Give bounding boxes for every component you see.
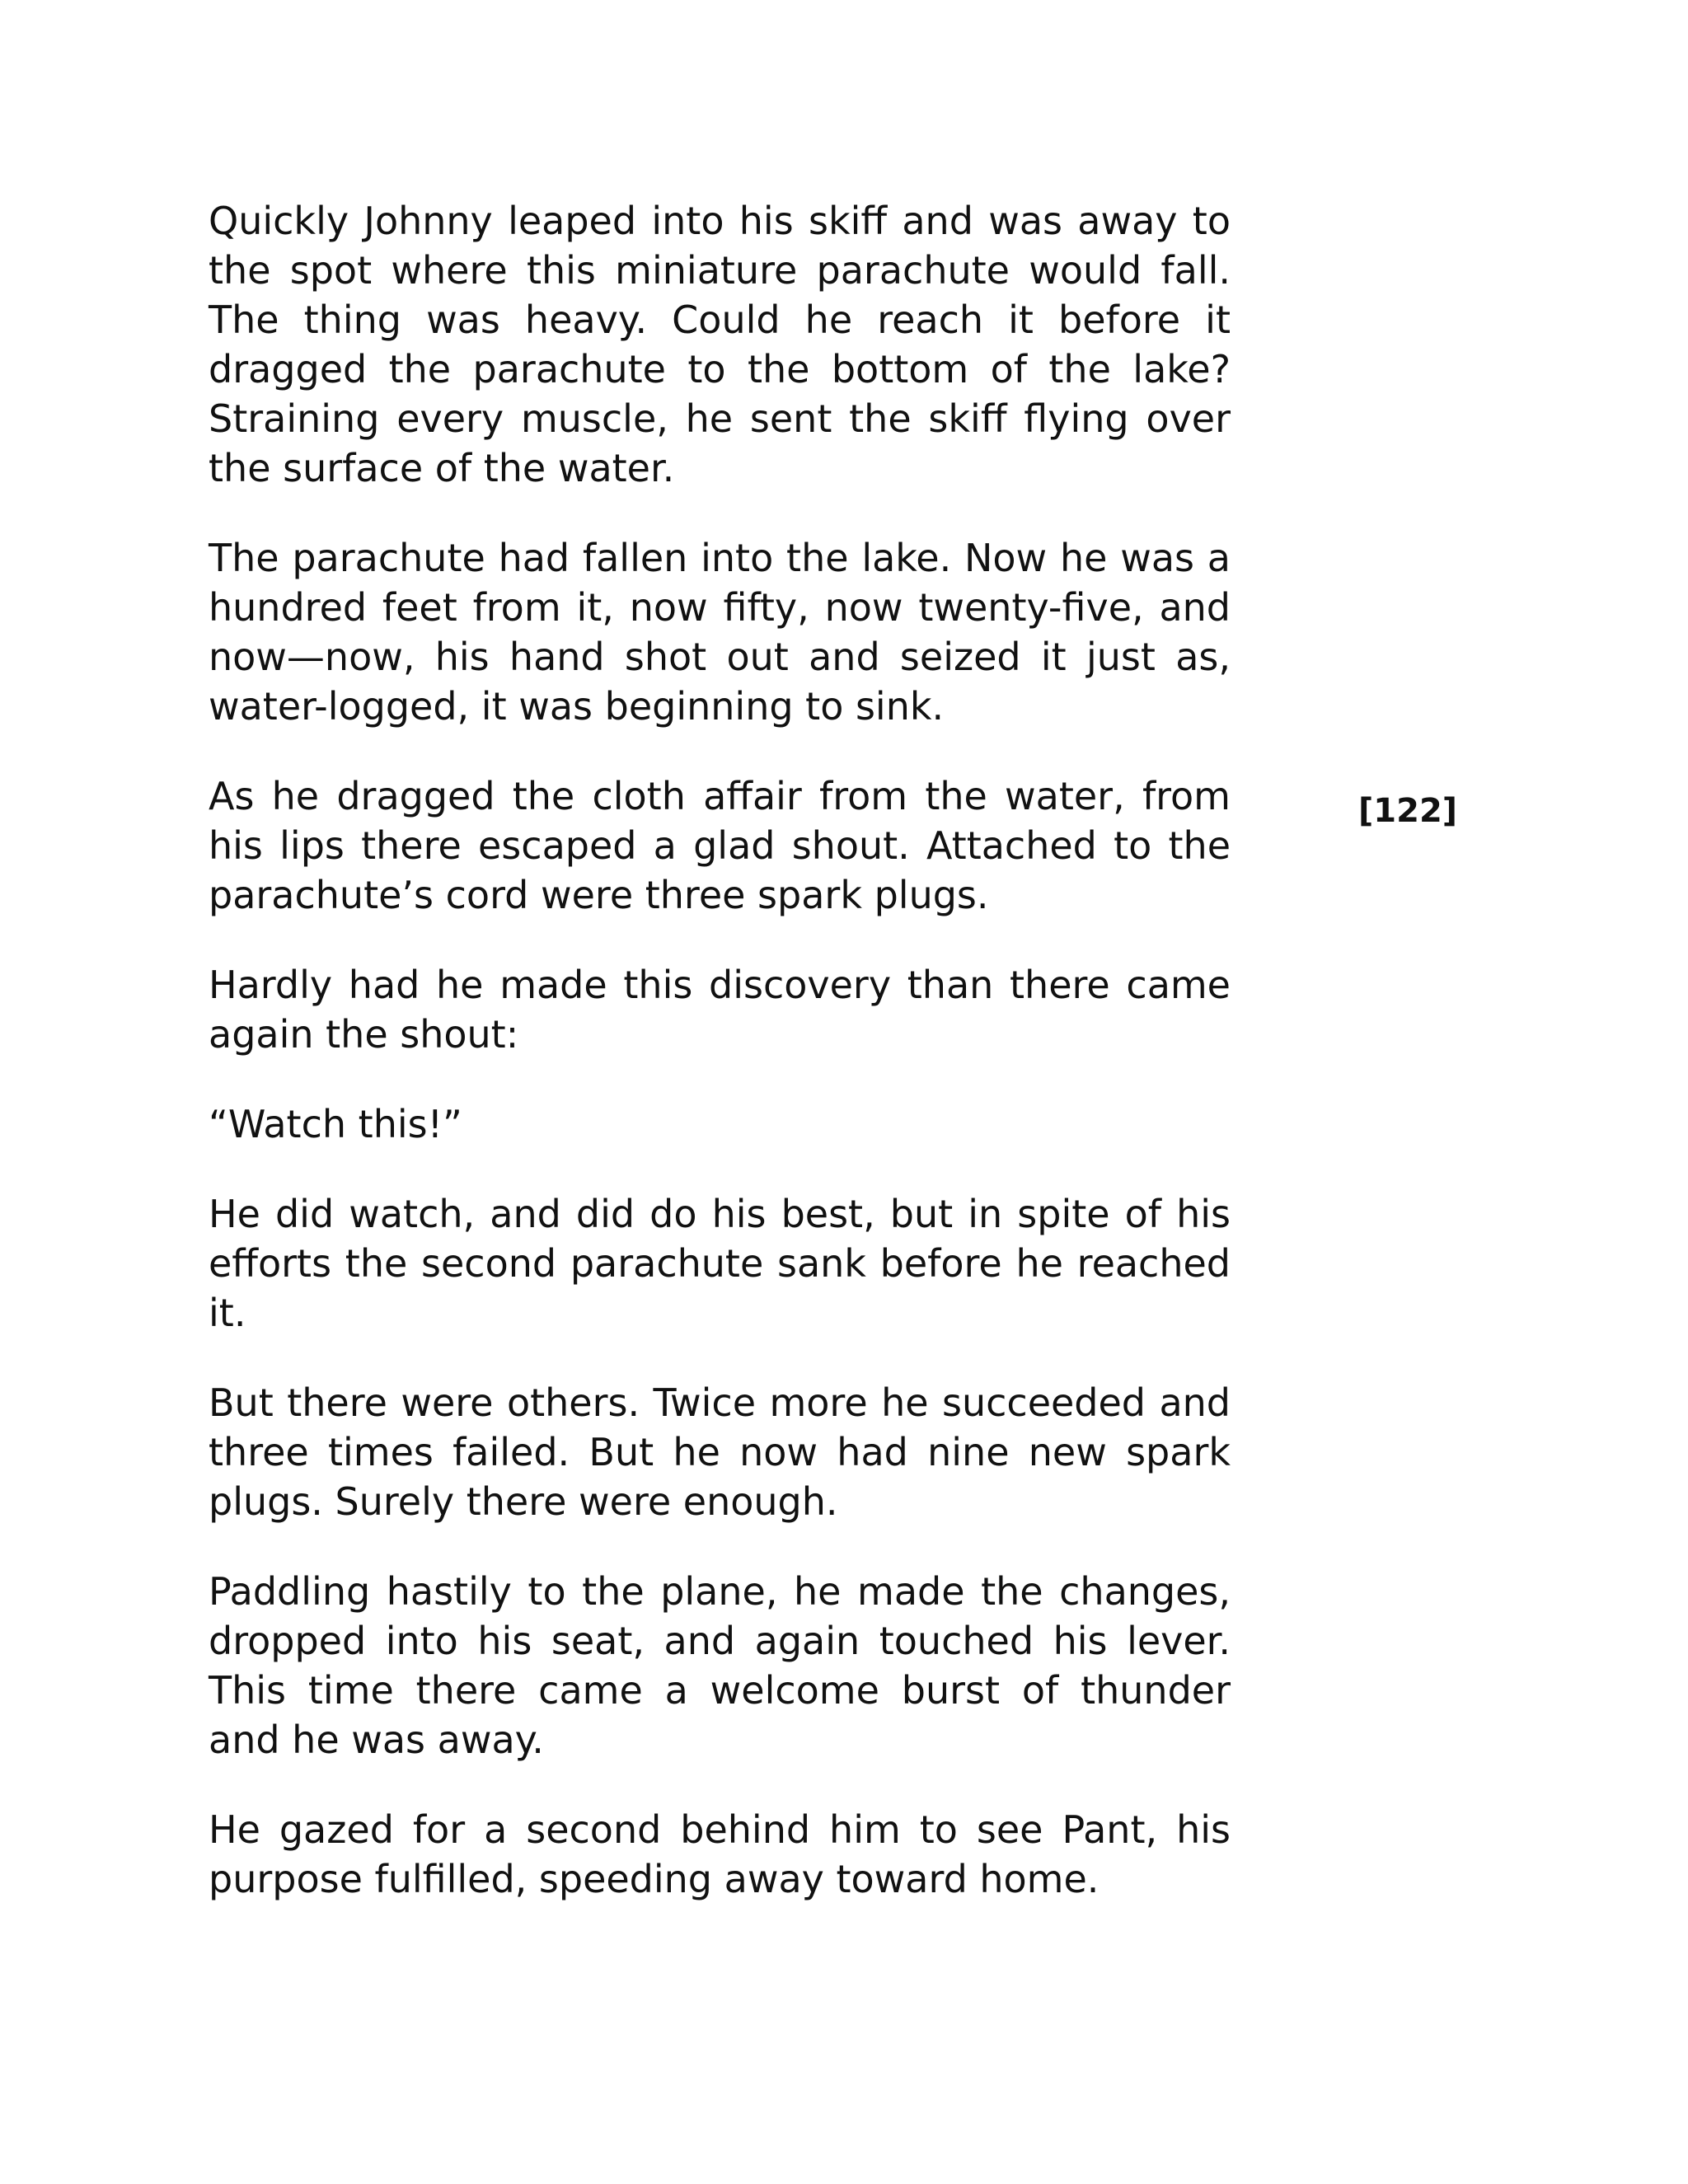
paragraph: Paddling hastily to the plane, he made the changes, dropped into his seat, and again touched his lever. This time there came a welcome burst of thunder and he was away.	[209, 1569, 1231, 1762]
paragraph: As he dragged the cloth affair from the water, from his lips there escaped a glad shout. Attached to the parachute’s cord were three spark plugs.	[209, 774, 1231, 917]
paragraph: He gazed for a second behind him to see Pant, his purpose fulfilled, speeding away toward home.	[209, 1807, 1231, 1901]
paragraph: The parachute had fallen into the lake. Now he was a hundred feet from it, now fifty, now twenty-five, and now—now, his hand shot out and seized it just as, water-logged, it was beginning to sink.	[209, 536, 1231, 729]
paragraph: “Watch this!”	[209, 1102, 462, 1146]
paragraph: He did watch, and did do his best, but in spite of his efforts the second parachute sank before he reached it.	[209, 1192, 1231, 1335]
page-number: [122]	[1358, 792, 1458, 830]
paragraph: Quickly Johnny leaped into his skiff and was away to the spot where this miniature parachute would fall. The thing was heavy. Could he reach it before it dragged the parachute to the bottom of the lake? Straining every muscle, he sent the skiff flying over the surface of the water.	[209, 199, 1231, 490]
paragraph: But there were others. Twice more he succeeded and three times failed. But he now had nine new spark plugs. Surely there were enough.	[209, 1380, 1231, 1524]
page-body	[209, 196, 1231, 1944]
paragraph: Hardly had he made this discovery than there came again the shout:	[209, 963, 1231, 1057]
